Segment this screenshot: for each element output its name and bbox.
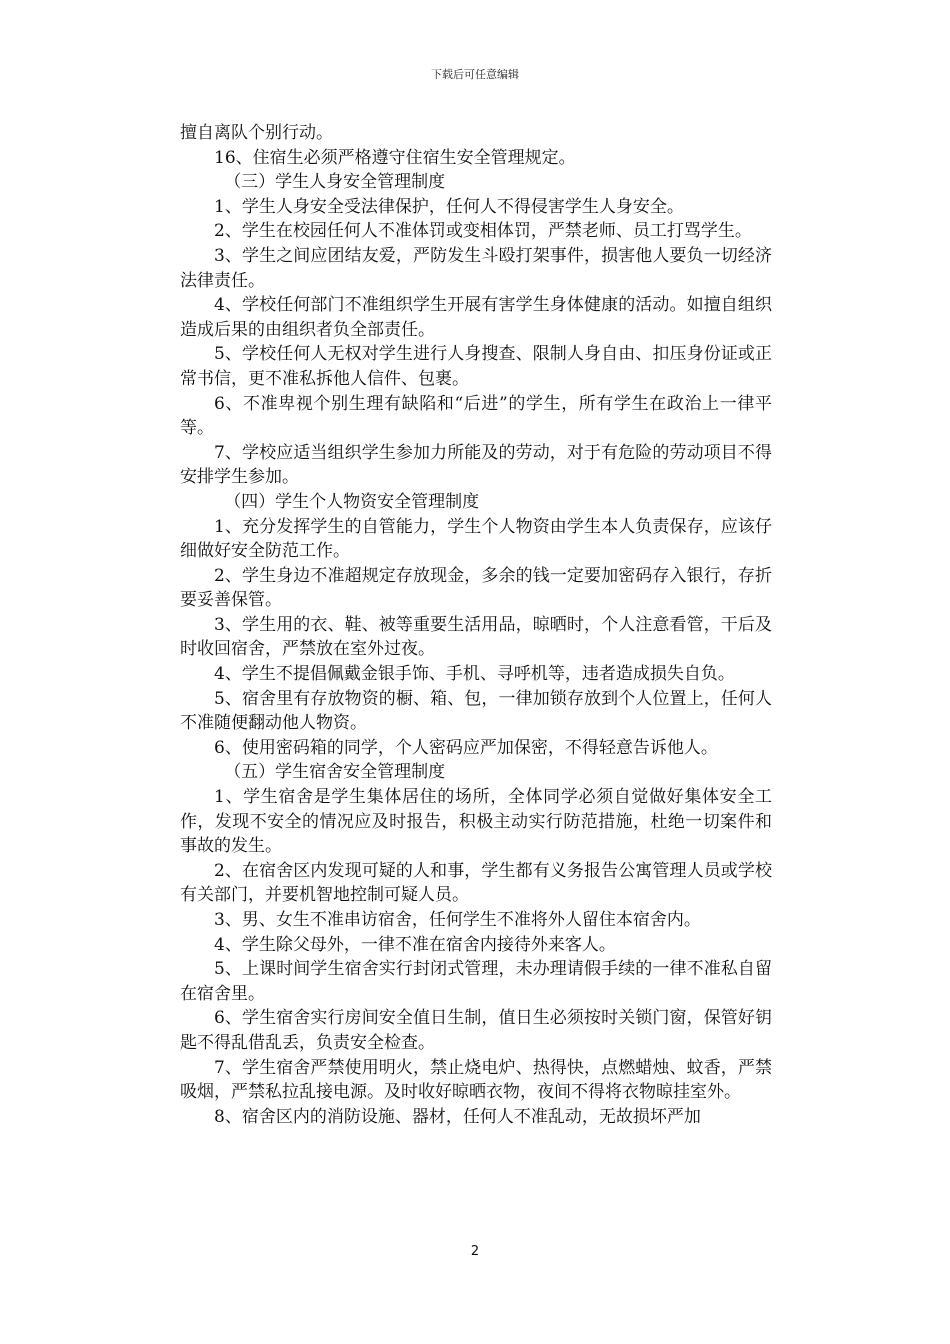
paragraph: 3、学生之间应团结友爱，严防发生斗殴打架事件，损害他人要负一切经济法律责任。 bbox=[180, 245, 772, 291]
paragraph: 4、学生不提倡佩戴金银手饰、手机、寻呼机等，违者造成损失自负。 bbox=[214, 664, 735, 685]
paragraph: 6、使用密码箱的同学，个人密码应严加保密，不得轻意告诉他人。 bbox=[214, 737, 718, 758]
paragraph: 4、学校任何部门不准组织学生开展有害学生身体健康的活动。如擅自组织造成后果的由组织者负全部责任。 bbox=[180, 295, 772, 340]
section-heading: （四）学生个人物资安全管理制度 bbox=[224, 491, 480, 512]
paragraph: 5、上课时间学生宿舍实行封闭式管理，未办理请假手续的一律不准私自留在宿舍里。 bbox=[180, 959, 772, 1004]
paragraph: 6、不准卑视个别生理有缺陷和“后进”的学生，所有学生在政治上一律平等。 bbox=[180, 393, 772, 439]
paragraph: 5、宿舍里有存放物资的橱、箱、包，一律加锁存放到个人位置上，任何人不准随便翻动他人物资。 bbox=[180, 688, 772, 734]
paragraph: 16、住宿生必须严格遵守住宿生安全管理规定。 bbox=[214, 147, 576, 168]
section-heading: （五）学生宿舍安全管理制度 bbox=[224, 762, 446, 783]
paragraph: 1、学生宿舍是学生集体居住的场所，全体同学必须自觉做好集体安全工作，发现不安全的情况应及时报告，积极主动实行防范措施，杜绝一切案件和事故的发生。 bbox=[180, 787, 772, 857]
page-header: 下载后可任意编辑 bbox=[431, 68, 519, 81]
section-heading: （三）学生人身安全管理制度 bbox=[224, 172, 446, 193]
paragraph: 5、学校任何人无权对学生进行人身搜查、限制人身自由、扣压身份证或正常书信，更不准私拆他人信件、包裹。 bbox=[180, 344, 772, 389]
paragraph: 2、学生身边不准超规定存放现金，多余的钱一定要加密码存入银行，存折要妥善保管。 bbox=[180, 565, 772, 611]
page-number: 2 bbox=[470, 1244, 480, 1259]
paragraph: 3、学生用的衣、鞋、被等重要生活用品，晾晒时，个人注意看管，干后及时收回宿舍，严禁放在室外过夜。 bbox=[180, 614, 772, 660]
document-body bbox=[180, 121, 772, 1129]
paragraph: 8、宿舍区内的消防设施、器材，任何人不准乱动，无故损坏严加 bbox=[214, 1106, 701, 1127]
paragraph: 擅自离队个别行动。 bbox=[180, 123, 333, 143]
paragraph: 7、学生宿舍严禁使用明火，禁止烧电炉、热得快，点燃蜡烛、蚊香，严禁吸烟，严禁私拉乱接电源。及时收好晾晒衣物，夜间不得将衣物晾挂室外。 bbox=[180, 1057, 772, 1103]
paragraph: 2、在宿舍区内发现可疑的人和事，学生都有义务报告公寓管理人员或学校有关部门，并要机智地控制可疑人员。 bbox=[180, 860, 772, 906]
paragraph: 7、学校应适当组织学生参加力所能及的劳动，对于有危险的劳动项目不得安排学生参加。 bbox=[180, 442, 772, 488]
paragraph: 3、男、女生不准串访宿舍，任何学生不准将外人留住本宿舍内。 bbox=[214, 910, 701, 930]
paragraph: 4、学生除父母外，一律不准在宿舍内接待外来客人。 bbox=[214, 934, 616, 955]
paragraph: 6、学生宿舍实行房间安全值日生制，值日生必须按时关锁门窗，保管好钥匙不得乱借乱丢，负责安全检查。 bbox=[180, 1008, 772, 1053]
paragraph: 2、学生在校园任何人不准体罚或变相体罚，严禁老师、员工打骂学生。 bbox=[214, 221, 752, 242]
paragraph: 1、充分发挥学生的自管能力，学生个人物资由学生本人负责保存，应该仔细做好安全防范工作。 bbox=[180, 516, 772, 562]
paragraph: 1、学生人身安全受法律保护，任何人不得侵害学生人身安全。 bbox=[214, 196, 684, 217]
